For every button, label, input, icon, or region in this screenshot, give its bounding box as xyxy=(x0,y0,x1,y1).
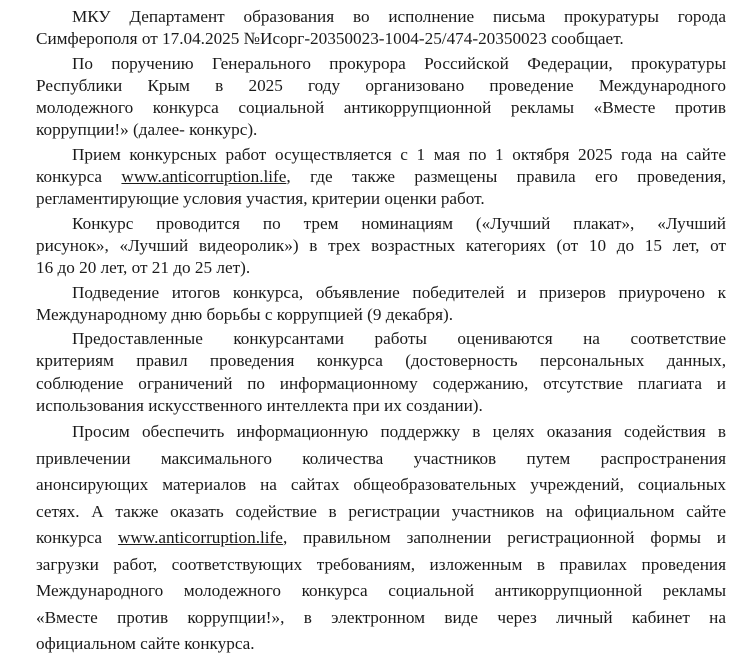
text-line: МКУ Департамент образования во исполнение письма прокуратуры города xyxy=(72,7,726,26)
text-line: Предоставленные конкурсантами работы оцениваются на соответствие xyxy=(72,329,726,349)
paragraph-criteria xyxy=(36,328,726,417)
text-line: Международного молодежного конкурса социальной антикоррупционной рекламы xyxy=(36,581,726,601)
text-line: критериям правил проведения конкурса (достоверность персональных данных, xyxy=(36,351,726,371)
text-line: использования искусственного интеллекта при их создании). xyxy=(36,396,483,416)
website-link[interactable]: www.anticorruption.life xyxy=(121,167,287,187)
text-line: анонсирующих материалов на сайтах общеобразовательных учреждений, социальных xyxy=(36,475,726,495)
text-line: загрузки работ, соответствующих требованиям, изложенным в правилах проведения xyxy=(36,554,726,574)
text-line: сетях. А также оказать содействие в регистрации участников на официальном сайте xyxy=(36,501,726,521)
text-line: Прием конкурсных работ осуществляется с 1 мая по 1 октября 2025 года на сайте xyxy=(72,144,726,164)
paragraph-intro xyxy=(36,6,726,51)
text-line: соблюдение ограничений по информационному содержанию, отсутствие плагиата и xyxy=(36,373,726,393)
paragraph-request xyxy=(36,419,726,658)
paragraph-submission xyxy=(36,144,726,211)
text-line: регламентирующие условия участия, критерии оценки работ. xyxy=(36,189,485,209)
website-link[interactable]: www.anticorruption.life xyxy=(117,528,283,548)
paragraph-nominations xyxy=(36,213,726,280)
paragraph-assignment xyxy=(36,53,726,142)
text-line: Международному дню борьбы с коррупцией (9 декабря). xyxy=(36,304,454,324)
text-line: коррупции!» (далее- конкурс). xyxy=(36,120,258,140)
text-line: рисунок», «Лучший видеоролик») в трех возрастных категориях (от 10 до 15 лет, от xyxy=(36,235,726,255)
text-line: Конкурс проводится по трем номинациям («Лучший плакат», «Лучший xyxy=(72,213,726,233)
text-line-with-link: конкурса www.anticorruption.life, правильном заполнении регистрационной формы и xyxy=(36,528,726,548)
text-line: 16 до 20 лет, от 21 до 25 лет). xyxy=(36,258,251,278)
text-line: По поручению Генерального прокурора Российской Федерации, прокуратуры xyxy=(72,53,726,73)
text-line: привлечении максимального количества участников путем распространения xyxy=(36,448,726,468)
text-line: Просим обеспечить информационную поддержку в целях оказания содействия в xyxy=(72,422,726,442)
text-line: официальном сайте конкурса. xyxy=(36,634,255,654)
text-line-with-link: конкурса www.anticorruption.life, где также размещены правила его проведения, xyxy=(36,167,727,187)
paragraph-results xyxy=(36,282,726,327)
text-line: молодежного конкурса социальной антикоррупционной рекламы «Вместе против xyxy=(36,98,726,118)
text-line: «Вместе против коррупции!», в электронном виде через личный кабинет на xyxy=(36,607,726,627)
text-line: Республики Крым в 2025 году организовано проведение Международного xyxy=(36,75,726,95)
text-line: Симферополя от 17.04.2025 №Исорг-20350023-1004-25/474-20350023 сообщает. xyxy=(36,29,624,49)
text-line: Подведение итогов конкурса, объявление победителей и призеров приурочено к xyxy=(72,282,726,302)
